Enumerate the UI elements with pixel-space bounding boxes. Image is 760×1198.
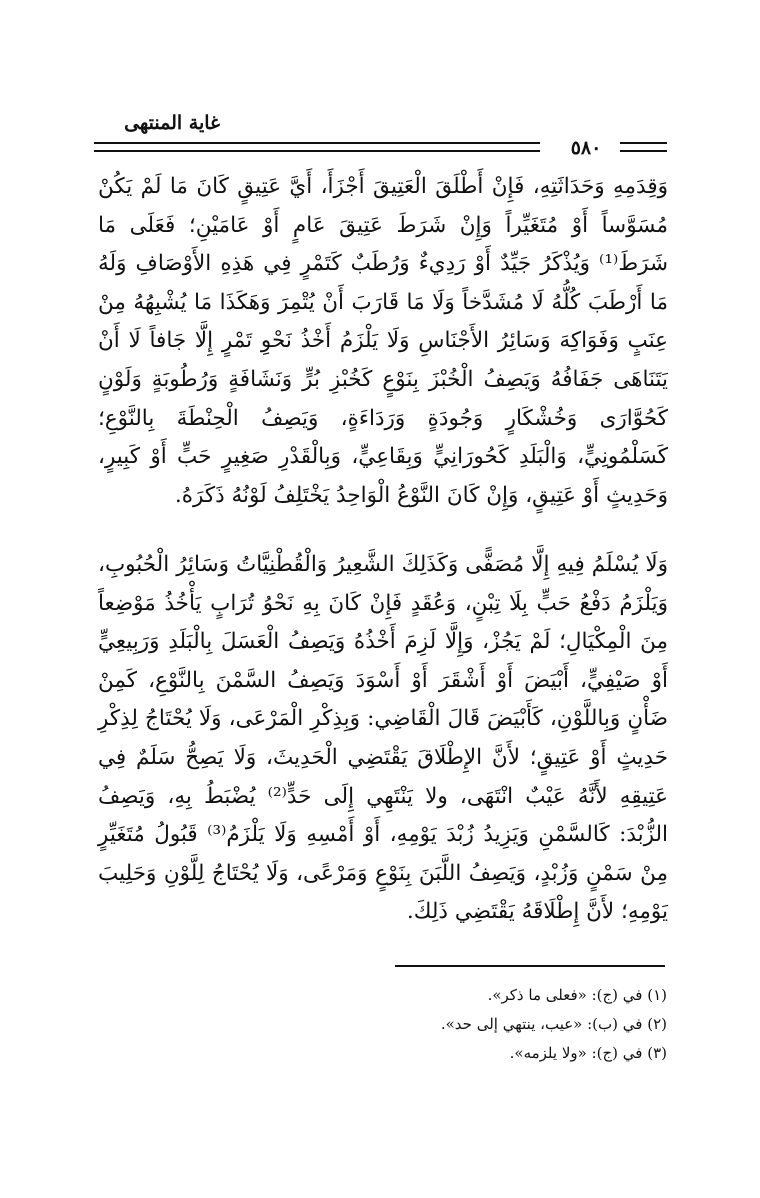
footnote-item: (٣) في (ج): «ولا يلزمه». [509,1044,667,1062]
footnotes [300,981,667,1068]
footnote-item: (٢) في (ب): «عيب، ينتهي إلى حد». [440,1015,667,1033]
running-header-title: غاية المنتهى [124,112,220,134]
header-double-rule-left [94,142,540,152]
footnote-separator [395,965,665,967]
header-double-rule-right [620,142,667,152]
body-paragraph: وَقِدَمِهِ وَحَدَاثَتِهِ، فَإِنْ أَطْلَقَ الْعَتِيقَ أَجْزَأَ، أَيَّ عَتِيقٍ كَانَ مَا لَمْ يَكُنْ مُسَوَّساً أَوْ مُتَغَيِّراً وَإِنْ شَرَطَ عَتِيقَ عَامٍ أَوْ عَامَيْنِ؛ فَعَلَى مَا شَرَطَ⁽¹⁾ وَيُذْكَرُ جَيِّدٌ أَوْ رَدِيءٌ وَرُطَبٌ كَتَمْرٍ فِي هَذِهِ الأَوْصَافِ وَلَهُ مَا أَرْطَبَ كُلُّهُ لَا مُشَدَّخاً وَلَا مَا قَارَبَ أَنْ يُتْمِرَ وَهَكَذَا مَا يُشْبِهُهُ مِنْ عِنَبٍ وَفَوَاكِهَ وَسَائِرُ الأَجْنَاسِ وَلَا يَلْزَمُ أَخْذُ نَحْوِ تَمْرٍ إِلَّا جَافاً لَا أَنْ يَتَنَاهَى جَفَافُهُ وَيَصِفُ الْخُبْزَ بِنَوْعٍ كَخُبْزِ بُرٍّ وَنَشَافَةٍ وَرُطُوبَةٍ وَلَوْنٍ كَحُوَّارَى وَخُشْكَارٍ وَجُودَةٍ وَرَدَاءَةٍ، وَيَصِفُ الْحِنْطَةَ بِالنَّوْعِ؛ كَسَلْمُونِيٍّ، وَالْبَلَدِ كَحُورَانِيٍّ وَبِقَاعِيٍّ، وَبِالْقَدْرِ صَغِيرٍ حَبٍّ أَوْ كَبِيرٍ، وَحَدِيثٍ أَوْ عَتِيقٍ، وَإِنْ كَانَ النَّوْعُ الْوَاحِدُ يَخْتَلِفُ لَوْنُهُ ذَكَرَهُ. [98,174,668,508]
footnote-item: (١) في (ج): «فعلى ما ذكر». [487,986,667,1004]
body-paragraph: وَلَا يُسْلَمُ فِيهِ إِلَّا مُصَفًّى وَكَذَلِكَ الشَّعِيرُ وَالْقُطْنِيَّاتُ وَسَائِرُ الْحُبُوبِ، وَيَلْزَمُ دَفْعُ حَبٍّ بِلَا تِبْنٍ، وَعُقَدٍ فَإِنْ كَانَ بِهِ نَحْوُ تُرَابٍ يَأْخُذُ مَوْضِعاً مِنَ الْمِكْيَالِ؛ لَمْ يَجُزْ، وَإِلَّا لَزِمَ أَخْذُهُ وَيَصِفُ الْعَسَلَ بِالْبَلَدِ وَرَبِيعِيٍّ أَوْ صَيْفِيٍّ، أَبْيَضَ أَوْ أَشْقَرَ أَوْ أَسْوَدَ وَيَصِفُ السَّمْنَ بِالنَّوْعِ، كَمِنْ ضَأْنٍ وَبِاللَّوْنِ، كَأَبْيَضَ قَالَ الْقَاضِي: وَبِذِكْرِ الْمَرْعَى، وَلَا يُحْتَاجُ لِذِكْرِ حَدِيثٍ أَوْ عَتِيقٍ؛ لأَنَّ الإِطْلَاقَ يَقْتَضِي الْحَدِيثَ، وَلَا يَصِحُّ سَلَمٌ فِي عَتِيقِهِ لأَنَّهُ عَيْبٌ انْتَهَى، ولا يَنْتَهِي إِلَى حَدٍّ⁽²⁾ يُضْبَطُ بِهِ، وَيَصِفُ الزُّبْدَ: كَالسَّمْنِ وَيَزِيدُ زُبْدَ يَوْمِهِ، أَوْ أَمْسِهِ وَلَا يَلْزَمُ⁽³⁾ قَبُولُ مُتَغَيِّرٍ مِنْ سَمْنٍ وَزُبْدٍ، وَيَصِفُ اللَّبَنَ بِنَوْعٍ وَمَرْعًى، وَلَا يُحْتَاجُ لِلَّوْنِ وَحَلِيبَ يَوْمِهِ؛ لأَنَّ إِطْلَاقَهُ يَقْتَضِي ذَلِكَ. [98,552,668,925]
page-number: ٥٨٠ [570,137,602,159]
